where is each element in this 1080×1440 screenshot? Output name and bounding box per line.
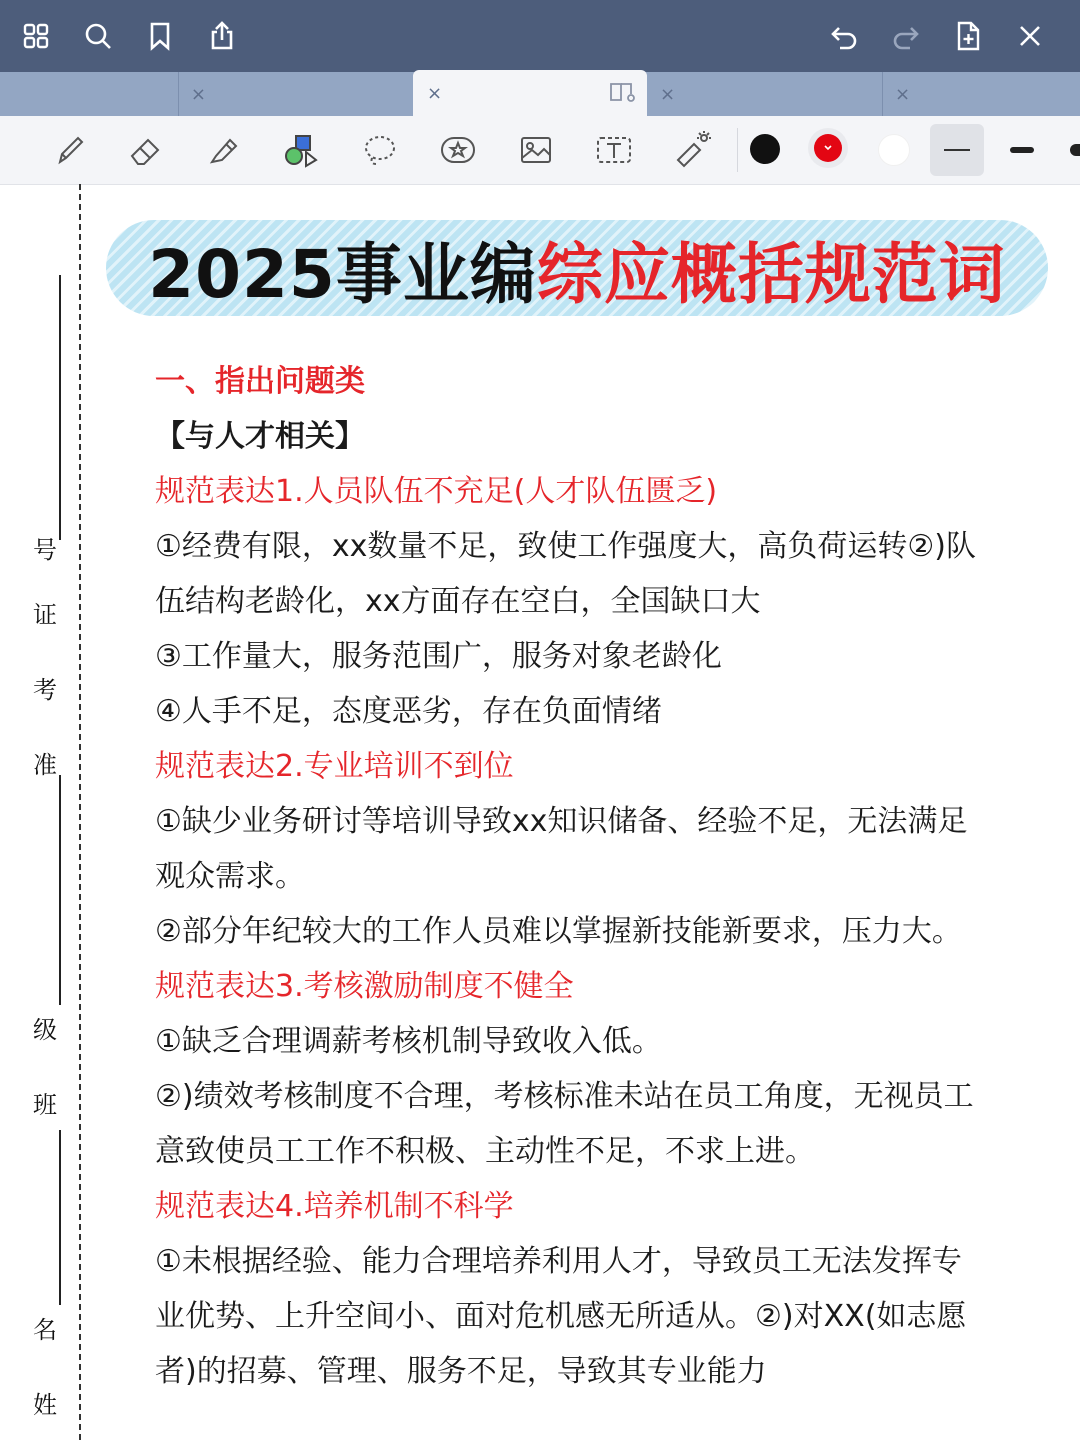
shapes-icon[interactable] <box>278 130 322 170</box>
subsection-heading: 【与人才相关】 <box>155 419 365 454</box>
title-black-part: 2025事业编 <box>148 235 537 313</box>
eraser-icon[interactable] <box>124 130 168 170</box>
bookmark-icon[interactable] <box>140 16 180 56</box>
tab-close-icon[interactable]: × <box>660 83 676 105</box>
title-red-part: 综应概括规范词 <box>536 235 1006 313</box>
pen-icon[interactable] <box>48 130 92 170</box>
document-content <box>155 354 1055 1399</box>
add-page-icon[interactable] <box>948 16 988 56</box>
color-white[interactable] <box>878 134 910 166</box>
stroke-thick-icon[interactable] <box>1070 144 1080 156</box>
margin-line <box>59 1130 61 1305</box>
margin-label: 级 <box>33 1016 57 1044</box>
tab-bar <box>0 72 1080 116</box>
color-red[interactable] <box>814 134 842 162</box>
image-icon[interactable] <box>514 130 558 170</box>
highlighter-icon[interactable] <box>202 130 246 170</box>
title-banner <box>106 220 1048 316</box>
redo-icon[interactable] <box>886 16 926 56</box>
body-line: 业优势、上升空间小、面对危机感无所适从。②)对XX(如志愿 <box>155 1299 967 1334</box>
body-line: ③工作量大，服务范围广，服务对象老龄化 <box>155 639 722 674</box>
body-line: 者)的招募、管理、服务不足，导致其专业能力 <box>155 1354 767 1389</box>
binding-dashed-line <box>79 184 81 1440</box>
tab-4[interactable] <box>883 72 1080 116</box>
top-toolbar <box>0 0 1080 72</box>
stroke-thin-icon <box>944 149 970 151</box>
sticker-icon[interactable] <box>436 130 480 170</box>
toolbar-divider <box>737 128 738 172</box>
body-line: ①经费有限，xx数量不足，致使工作强度大，高负荷运转②)队 <box>155 529 977 564</box>
tab-3[interactable] <box>648 72 883 116</box>
margin-line <box>59 275 61 540</box>
margin-label: 考 <box>33 676 57 704</box>
tab-close-icon[interactable]: × <box>427 82 443 104</box>
body-line: ①缺少业务研讨等培训导致xx知识储备、经验不足，无法满足 <box>155 804 968 839</box>
stroke-thin-selected[interactable] <box>930 124 984 176</box>
body-line: ②)绩效考核制度不合理，考核标准未站在员工角度，无视员工 <box>155 1079 974 1114</box>
undo-icon[interactable] <box>824 16 864 56</box>
margin-label: 姓 <box>33 1391 57 1419</box>
tab-close-icon[interactable]: × <box>190 83 206 105</box>
item-heading: 规范表达4.培养机制不科学 <box>155 1189 514 1224</box>
item-heading: 规范表达3.考核激励制度不健全 <box>155 969 574 1004</box>
tab-spacer <box>178 72 412 116</box>
section-heading: 一、指出问题类 <box>155 364 365 399</box>
body-line: ④人手不足，态度恶劣，存在负面情绪 <box>155 694 662 729</box>
margin-label: 名 <box>33 1316 57 1344</box>
chevron-down-icon <box>822 142 834 154</box>
margin-label: 证 <box>33 601 57 629</box>
body-line: ①未根据经验、能力合理培养利用人才，导致员工无法发挥专 <box>155 1244 962 1279</box>
margin-label: 准 <box>33 751 57 779</box>
tab-close-icon[interactable]: × <box>895 83 911 105</box>
margin-line <box>59 775 61 1005</box>
body-line: ①缺乏合理调薪考核机制导致收入低。 <box>155 1024 662 1059</box>
drawing-toolbar <box>0 116 1080 185</box>
body-line: 伍结构老龄化，xx方面存在空白，全国缺口大 <box>155 584 761 619</box>
margin-label: 班 <box>33 1091 57 1119</box>
stroke-medium-icon[interactable] <box>1010 147 1034 153</box>
margin-label: 号 <box>33 536 57 564</box>
share-icon[interactable] <box>202 16 242 56</box>
color-black[interactable] <box>750 134 780 164</box>
lasso-icon[interactable] <box>358 130 402 170</box>
laser-pointer-icon[interactable] <box>670 130 714 170</box>
item-heading: 规范表达1.人员队伍不充足(人才队伍匮乏) <box>155 474 718 509</box>
tab-1[interactable] <box>0 72 206 116</box>
body-line: 观众需求。 <box>155 859 305 894</box>
item-heading: 规范表达2.专业培训不到位 <box>155 749 514 784</box>
close-icon[interactable] <box>1010 16 1050 56</box>
body-line: 意致使员工工作不积极、主动性不足，不求上进。 <box>155 1134 815 1169</box>
body-line: ②部分年纪较大的工作人员难以掌握新技能新要求，压力大。 <box>155 914 962 949</box>
split-view-icon[interactable] <box>607 80 637 108</box>
search-icon[interactable] <box>78 16 118 56</box>
tab-2-active[interactable] <box>413 70 647 116</box>
text-box-icon[interactable] <box>592 130 636 170</box>
grid-icon[interactable] <box>16 16 56 56</box>
page-title <box>148 221 1006 316</box>
